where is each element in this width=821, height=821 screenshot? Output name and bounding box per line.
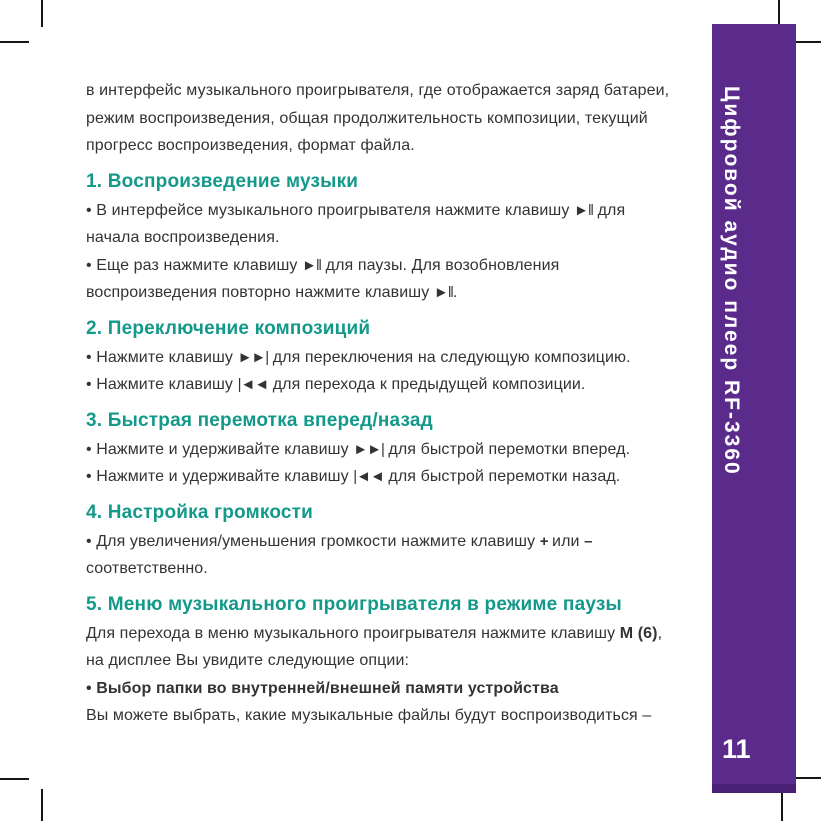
section-heading: 5. Меню музыкального проигрывателя в режиме паузы <box>86 593 622 615</box>
crop-mark-top-right-vertical <box>778 0 780 26</box>
play-pause-icon: ►‖ <box>302 256 322 274</box>
text-line <box>86 528 692 556</box>
text-segment: прогресс воспроизведения, формат файла. <box>86 137 415 154</box>
text-line <box>86 371 692 399</box>
text-line <box>86 344 692 372</box>
chapter-sidebar <box>712 24 796 793</box>
crop-mark-top-left-vertical <box>41 0 43 27</box>
text-segment: в интерфейс музыкального проигрывателя, где отображается заряд батареи, <box>86 82 670 99</box>
crop-mark-top-left-horizontal <box>0 41 29 43</box>
crop-mark-bottom-left-vertical <box>41 789 43 821</box>
minus-icon: – <box>584 532 592 550</box>
text-segment: • Нажмите и удерживайте клавишу <box>86 440 354 458</box>
text-segment: режим воспроизведения, общая продолжительность композиции, текущий <box>86 109 648 127</box>
text-line <box>86 647 692 675</box>
play-pause-icon: ►‖ <box>433 284 453 301</box>
page-number: 11 <box>722 734 751 764</box>
text-line <box>86 252 692 280</box>
text-segment: • Еще раз нажмите клавишу <box>86 256 303 274</box>
text-line <box>86 224 692 252</box>
text-segment: Для перехода в меню музыкального проигрывателя нажмите клавишу <box>86 624 620 642</box>
text-line <box>86 436 692 464</box>
text-line <box>86 620 692 648</box>
text-segment: • Для увеличения/уменьшения громкости нажмите клавишу <box>86 532 540 550</box>
section-heading: 3. Быстрая перемотка вперед/назад <box>86 409 433 431</box>
text-line <box>86 702 692 730</box>
text-segment: для перехода к предыдущей композиции. <box>268 376 586 393</box>
section-heading: 2. Переключение композиций <box>86 317 371 339</box>
text-line <box>86 77 692 105</box>
text-line <box>86 675 692 703</box>
text-segment: для <box>593 201 626 219</box>
text-segment: для быстрой перемотки назад. <box>383 468 621 485</box>
text-segment: для быстрой перемотки вперед. <box>383 440 631 458</box>
crop-mark-bottom-left-horizontal <box>0 778 29 780</box>
previous-track-icon: |◄◄ <box>353 468 384 485</box>
chapter-title: Цифровой аудио плеер RF-3360 <box>720 86 743 476</box>
text-segment: для переключения на следующую композицию. <box>268 348 631 366</box>
page-content <box>86 77 692 730</box>
text-line <box>86 197 692 225</box>
text-segment: воспроизведения повторно нажмите клавишу <box>86 284 434 301</box>
plus-icon: + <box>539 532 548 550</box>
text-segment: начала воспроизведения. <box>86 229 280 246</box>
text-segment: • Нажмите и удерживайте клавишу <box>86 468 354 485</box>
text-segment: Вы можете выбрать, какие музыкальные файлы будут воспроизводиться – <box>86 707 652 724</box>
text-line <box>86 555 692 583</box>
play-pause-icon: ►‖ <box>574 201 594 219</box>
section-heading: 4. Настройка громкости <box>86 501 314 523</box>
section-heading: 1. Воспроизведение музыки <box>86 170 359 192</box>
text-line <box>86 132 692 160</box>
previous-track-icon: |◄◄ <box>237 376 269 393</box>
text-segment: • Выбор папки во внутренней/внешней памяти устройства <box>86 679 559 697</box>
text-segment: • Нажмите клавишу <box>86 348 238 366</box>
crop-mark-bottom-right-horizontal <box>792 777 821 779</box>
text-line <box>86 105 692 133</box>
sidebar-bottom-band <box>712 784 796 793</box>
text-segment: М (6) <box>619 624 658 642</box>
next-track-icon: ►►| <box>237 348 269 366</box>
text-segment: • В интерфейсе музыкального проигрывателя нажмите клавишу <box>86 201 574 219</box>
crop-mark-bottom-right-vertical <box>781 791 783 821</box>
text-line <box>86 279 692 307</box>
text-segment: . <box>452 284 458 301</box>
text-segment: для паузы. Для возобновления <box>321 256 560 274</box>
text-segment: • Нажмите клавишу <box>86 376 238 393</box>
text-segment: или <box>547 532 585 550</box>
text-segment: , <box>657 624 663 642</box>
text-line <box>86 463 692 491</box>
text-segment: на дисплее Вы увидите следующие опции: <box>86 652 410 669</box>
next-track-icon: ►►| <box>353 440 384 458</box>
text-segment: соответственно. <box>86 560 208 577</box>
